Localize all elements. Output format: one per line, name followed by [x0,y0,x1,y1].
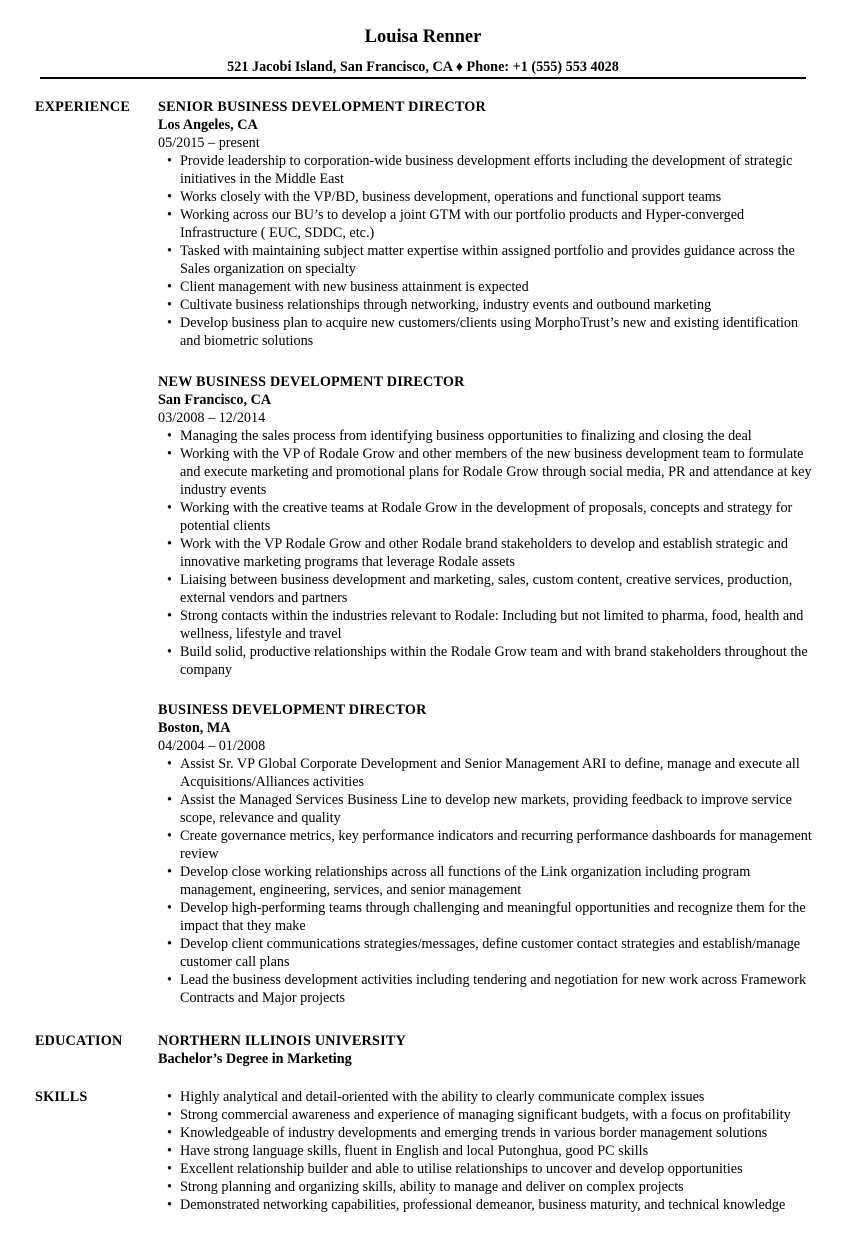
contact-line: 521 Jacobi Island, San Francisco, CA ♦ Phone: +1 (555) 553 4028 [227,59,619,75]
list-item: • Provide leadership to corporation-wide business development efforts including the development of strategic initiatives in the Middle East [180,152,818,188]
job-dates: 04/2004 – 01/2008 [158,738,266,754]
list-item: • Develop close working relationships across all functions of the Link organization including program management, engineering, services, and senior management [180,863,818,899]
job-dates: 03/2008 – 12/2014 [158,410,266,426]
section-label-skills: SKILLS [35,1089,88,1105]
list-item: • Cultivate business relationships through networking, industry events and outbound marketing [180,296,818,314]
list-item: • Assist Sr. VP Global Corporate Development and Senior Management ARI to define, manage and execute all Acquisitions/Alliances activities [180,755,818,791]
list-item: • Strong commercial awareness and experience of managing significant budgets, with a focus on profitability [180,1106,818,1124]
list-item: • Have strong language skills, fluent in English and local Putonghua, good PC skills [180,1142,818,1160]
list-item: • Working with the creative teams at Rodale Grow in the development of proposals, concepts and strategy for potential clients [180,499,818,535]
job-entry [158,98,818,350]
list-item: • Excellent relationship builder and able to utilise relationships to uncover and develop opportunities [180,1160,818,1178]
job-entry [158,701,818,1007]
job-bullets [158,427,818,679]
skills-bullets [158,1088,818,1214]
job-entry [158,373,818,679]
list-item: • Strong contacts within the industries relevant to Rodale: Including but not limited to pharma, food, health and wellness, lifestyle and travel [180,607,818,643]
list-item: • Works closely with the VP/BD, business development, operations and functional support teams [180,188,818,206]
list-item: • Knowledgeable of industry developments and emerging trends in various border management solutions [180,1124,818,1142]
list-item: • Develop business plan to acquire new customers/clients using MorphoTrust’s new and existing identification and biometric solutions [180,314,818,350]
list-item: • Assist the Managed Services Business Line to develop new markets, providing feedback to improve service scope, relevance and quality [180,791,818,827]
list-item: • Work with the VP Rodale Grow and other Rodale brand stakeholders to develop and establish strategic and innovative marketing programs that leverage Rodale assets [180,535,818,571]
job-title: NEW BUSINESS DEVELOPMENT DIRECTOR [158,374,465,390]
job-bullets [158,152,818,350]
list-item: • Demonstrated networking capabilities, professional demeanor, business maturity, and technical knowledge [180,1196,818,1214]
degree: Bachelor’s Degree in Marketing [158,1051,352,1067]
list-item: • Liaising between business development and marketing, sales, custom content, creative services, production, external vendors and partners [180,571,818,607]
header-divider [40,77,806,79]
section-label-experience: EXPERIENCE [35,99,131,115]
list-item: • Highly analytical and detail-oriented with the ability to clearly communicate complex issues [180,1088,818,1106]
list-item: • Managing the sales process from identifying business opportunities to finalizing and closing the deal [180,427,818,445]
list-item: • Working with the VP of Rodale Grow and other members of the new business development team to formulate and execute marketing and promotional plans for Rodale Grow through social media, PR and attendance at key industry events [180,445,818,499]
list-item: • Tasked with maintaining subject matter expertise within assigned portfolio and provides guidance across the Sales organization on specialty [180,242,818,278]
skills-list [158,1088,818,1214]
section-label-education: EDUCATION [35,1033,123,1049]
candidate-name: Louisa Renner [364,27,482,47]
list-item: • Build solid, productive relationships within the Rodale Grow team and with brand stakeholders throughout the company [180,643,818,679]
list-item: • Lead the business development activities including tendering and negotiation for new work across Framework Contracts and Major projects [180,971,818,1007]
job-location: San Francisco, CA [158,392,272,408]
school-name: NORTHERN ILLINOIS UNIVERSITY [158,1033,406,1049]
job-title: SENIOR BUSINESS DEVELOPMENT DIRECTOR [158,99,486,115]
list-item: • Strong planning and organizing skills, ability to manage and deliver on complex projects [180,1178,818,1196]
job-dates: 05/2015 – present [158,135,260,151]
list-item: • Create governance metrics, key performance indicators and recurring performance dashboards for management review [180,827,818,863]
list-item: • Develop high-performing teams through challenging and meaningful opportunities and recognize them for the impact that they make [180,899,818,935]
list-item: • Working across our BU’s to develop a joint GTM with our portfolio products and Hyper-converged Infrastructure ( EUC, SDDC, etc.) [180,206,818,242]
job-bullets [158,755,818,1007]
job-location: Los Angeles, CA [158,117,258,133]
job-location: Boston, MA [158,720,231,736]
list-item: • Client management with new business attainment is expected [180,278,818,296]
education-entry [158,1032,818,1068]
list-item: • Develop client communications strategies/messages, define customer contact strategies and establish/manage customer call plans [180,935,818,971]
job-title: BUSINESS DEVELOPMENT DIRECTOR [158,702,427,718]
